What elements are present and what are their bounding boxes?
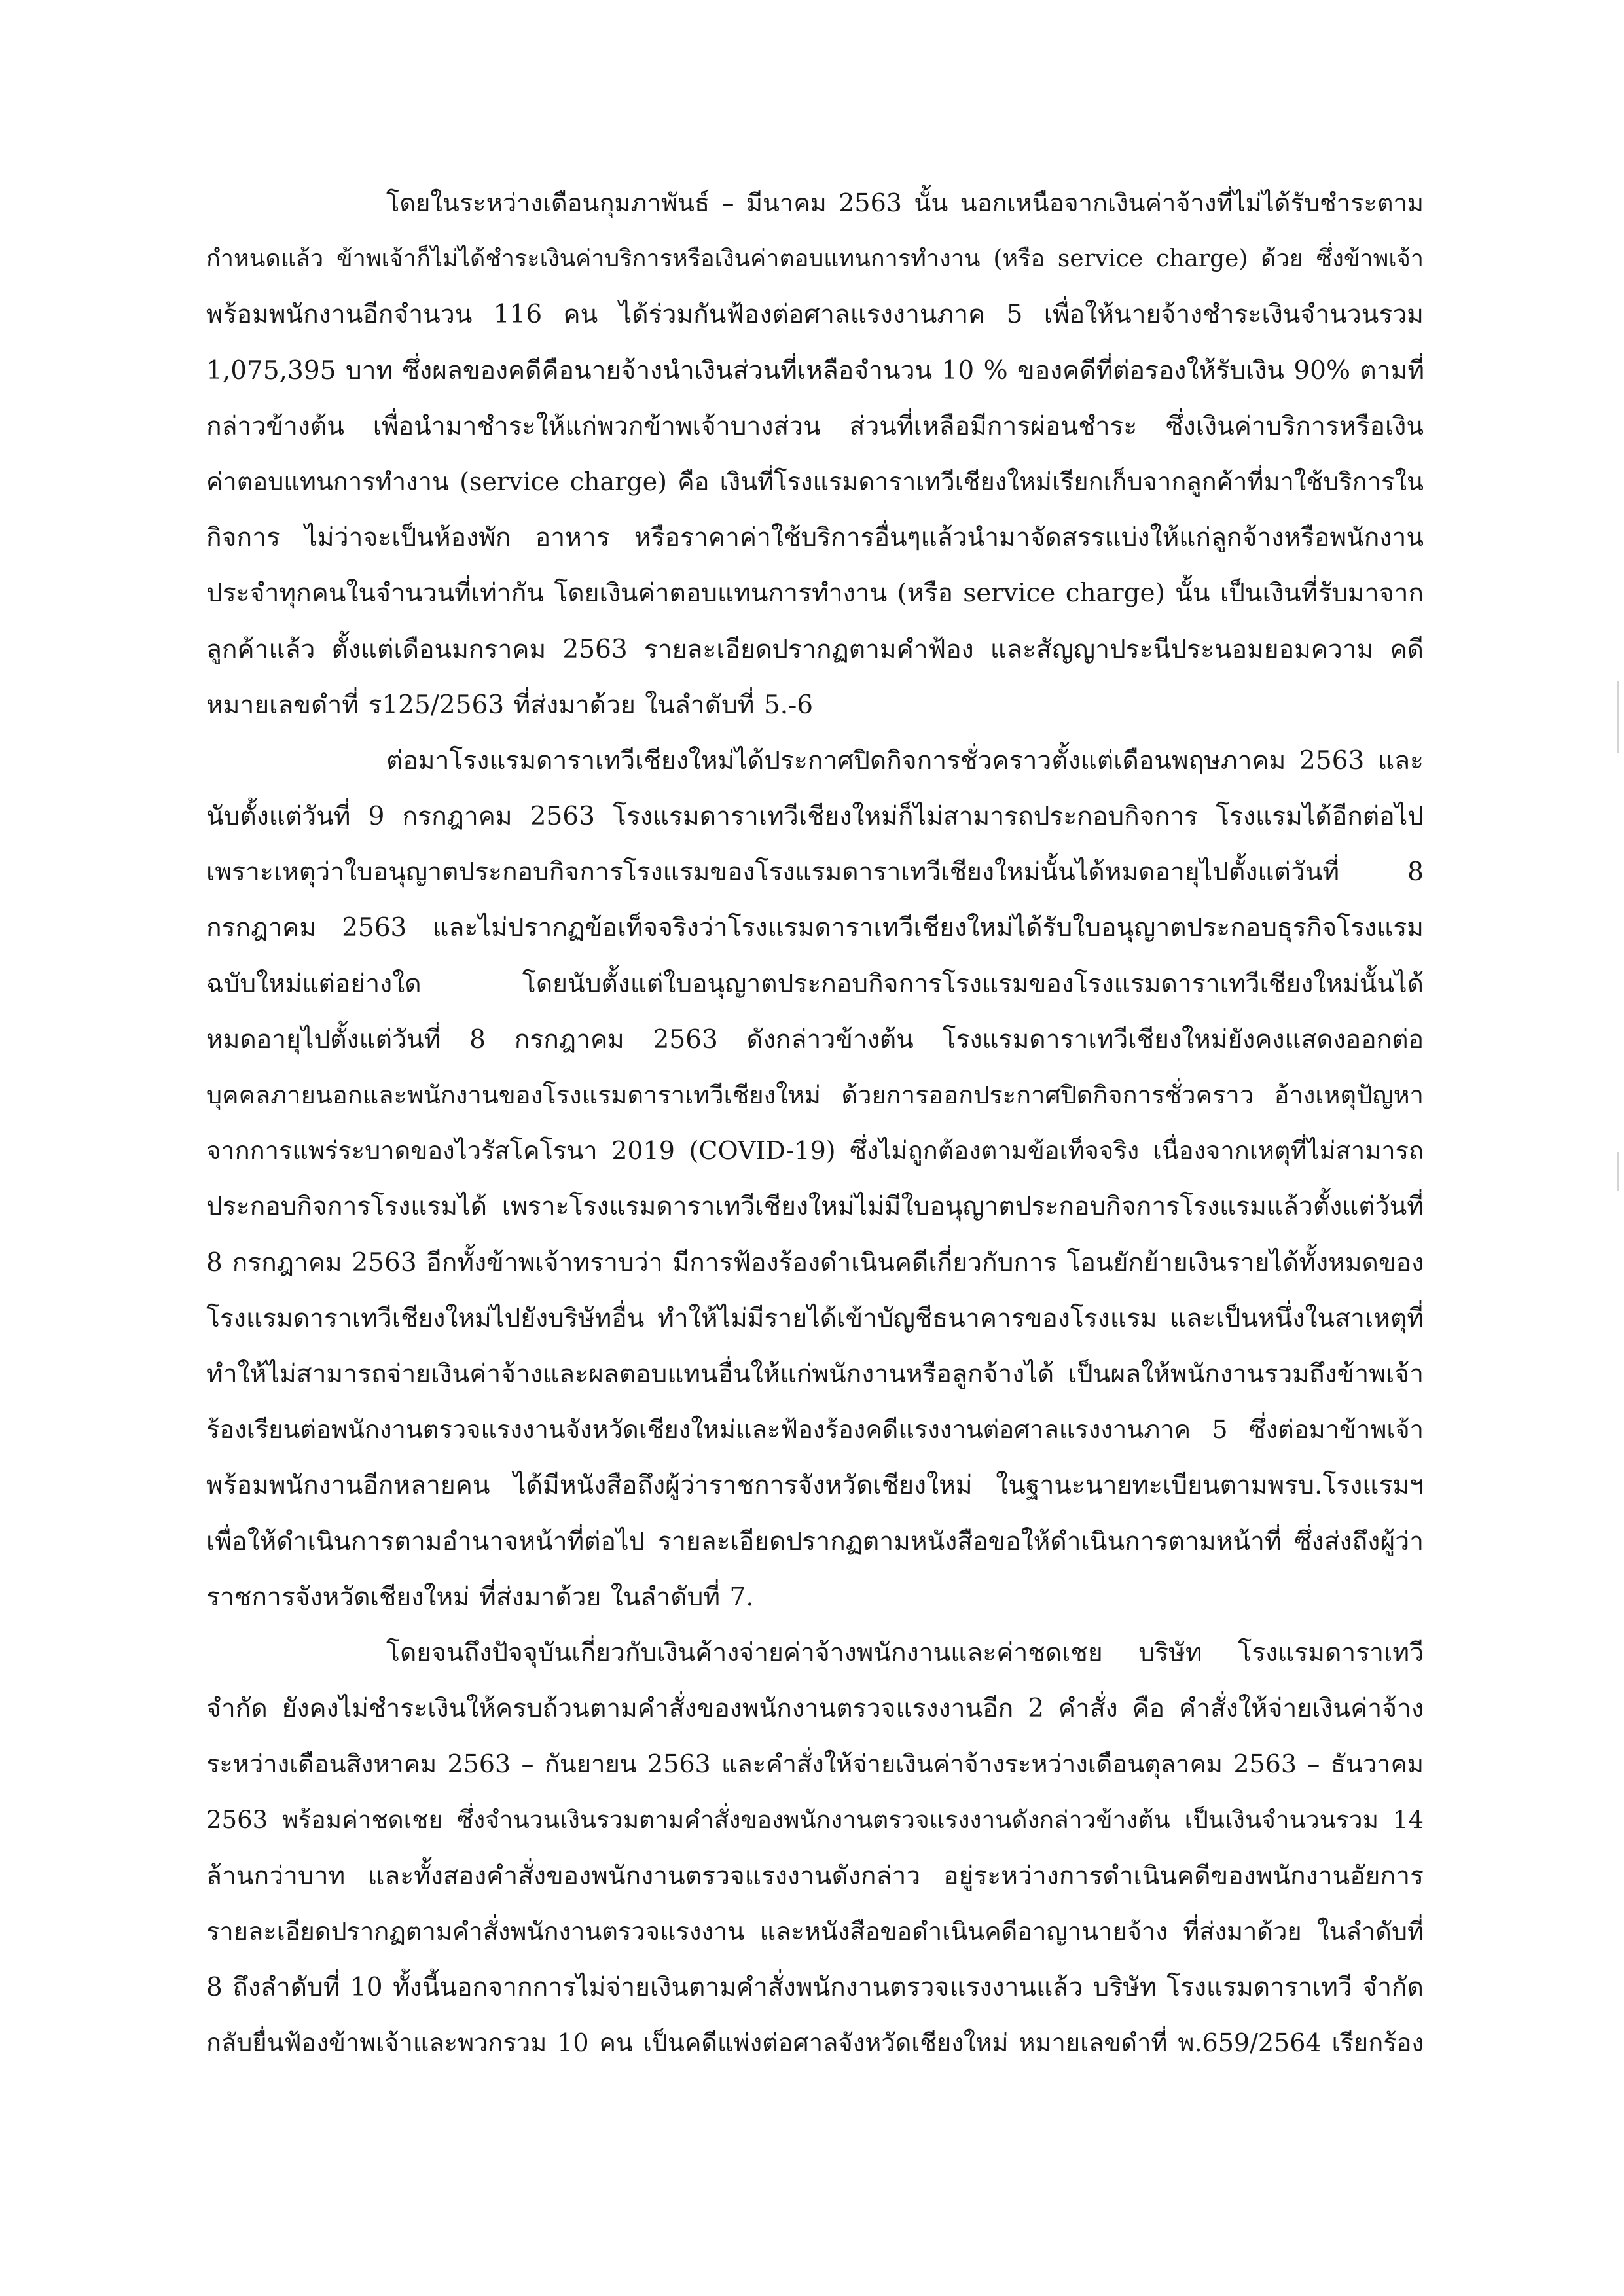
text-line: 1,075,395 บาท ซึ่งผลของคดีคือนายจ้างนำเงินส่วนที่เหลือจำนวน 10 % ของคดีที่ต่อรองให้รับเงิน 90% ตามที่ — [206, 355, 1425, 386]
text-line: ลูกค้าแล้ว ตั้งแต่เดือนมกราคม 2563 รายละเอียดปรากฏตามคำฟ้อง และสัญญาประนีประนอมยอมความ คดี — [206, 634, 1424, 664]
text-line: นับตั้งแต่วันที่ 9 กรกฎาคม 2563 โรงแรมดาราเทวีเชียงใหม่ก็ไม่สามารถประกอบกิจการ โรงแรมได้อีกต่อไป — [206, 802, 1424, 832]
text-line: 8 ถึงลำดับที่ 10 ทั้งนี้นอกจากการไม่จ่ายเงินตามคำสั่งพนักงานตรวจแรงงานแล้ว บริษัท โรงแรมดาราเทวี จำกัด — [206, 1973, 1424, 2002]
scan-edge-mark — [1617, 681, 1619, 753]
text-line: โรงแรมดาราเทวีเชียงใหม่ไปยังบริษัทอื่น ทำให้ไม่มีรายได้เข้าบัญชีธนาคารของโรงแรม และเป็นหนึ่งในสาเหตุที่ — [206, 1303, 1424, 1333]
text-line: โดยในระหว่างเดือนกุมภาพันธ์ – มีนาคม 2563 นั้น นอกเหนือจากเงินค่าจ้างที่ไม่ได้รับชำระตาม — [386, 188, 1424, 217]
text-line: 8 กรกฎาคม 2563 อีกทั้งข้าพเจ้าทราบว่า มีการฟ้องร้องดำเนินคดีเกี่ยวกับการ โอนยักย้ายเงินรายได้ทั้งหมดของ — [206, 1247, 1424, 1278]
text-line: ต่อมาโรงแรมดาราเทวีเชียงใหม่ได้ประกาศปิดกิจการชั่วคราวตั้งแต่เดือนพฤษภาคม 2563 และ — [386, 745, 1424, 776]
text-line: ราชการจังหวัดเชียงใหม่ ที่ส่งมาด้วย ในลำดับที่ 7. — [206, 1582, 754, 1612]
paragraph-1 — [206, 175, 1424, 733]
text-line: กลับยื่นฟ้องข้าพเจ้าและพวกรวม 10 คน เป็นคดีแพ่งต่อศาลจังหวัดเชียงใหม่ หมายเลขดำที่ พ.659/2564 เรียกร้อง — [206, 2028, 1424, 2058]
text-line: กรกฎาคม 2563 และไม่ปรากฏข้อเท็จจริงว่าโรงแรมดาราเทวีเชียงใหม่ได้รับใบอนุญาตประกอบธุรกิจโรงแรม — [206, 913, 1424, 943]
text-line: กิจการ ไม่ว่าจะเป็นห้องพัก อาหาร หรือราคาค่าใช้บริการอื่นๆแล้วนำมาจัดสรรแบ่งให้แก่ลูกจ้างหรือพนักงาน — [206, 523, 1424, 553]
text-line: ร้องเรียนต่อพนักงานตรวจแรงงานจังหวัดเชียงใหม่และฟ้องร้องคดีแรงงานต่อศาลแรงงานภาค 5 ซึ่งต่อมาข้าพเจ้า — [206, 1415, 1424, 1444]
text-line: ประจำทุกคนในจำนวนที่เท่ากัน โดยเงินค่าตอบแทนการทำงาน (หรือ service charge) นั้น เป็นเงินที่รับมาจาก — [206, 579, 1424, 609]
text-line: 2563 พร้อมค่าชดเชย ซึ่งจำนวนเงินรวมตามคำสั่งของพนักงานตรวจแรงงานดังกล่าวข้างต้น เป็นเงินจำนวนรวม 14 — [206, 1806, 1424, 1835]
text-line: ทำให้ไม่สามารถจ่ายเงินค่าจ้างและผลตอบแทนอื่นให้แก่พนักงานหรือลูกจ้างได้ เป็นผลให้พนักงานรวมถึงข้าพเจ้า — [206, 1359, 1424, 1389]
text-line: กำหนดแล้ว ข้าพเจ้าก็ไม่ได้ชำระเงินค่าบริการหรือเงินค่าตอบแทนการทำงาน (หรือ service charge) ด้วย ซึ่งข้าพเจ้า — [206, 245, 1424, 273]
paragraph-3 — [206, 1625, 1424, 2072]
text-line: พร้อมพนักงานอีกหลายคน ได้มีหนังสือถึงผู้ว่าราชการจังหวัดเชียงใหม่ ในฐานะนายทะเบียนตามพรบ.โรงแรมฯ — [206, 1471, 1424, 1501]
text-line: จำกัด ยังคงไม่ชำระเงินให้ครบถ้วนตามคำสั่งของพนักงานตรวจแรงงานอีก 2 คำสั่ง คือ คำสั่งให้จ่ายเงินค่าจ้าง — [206, 1694, 1424, 1724]
text-line: รายละเอียดปรากฏตามคำสั่งพนักงานตรวจแรงงาน และหนังสือขอดำเนินคดีอาญานายจ้าง ที่ส่งมาด้วย ในลำดับที่ — [206, 1916, 1424, 1946]
text-line: ประกอบกิจการโรงแรมได้ เพราะโรงแรมดาราเทวีเชียงใหม่ไม่มีใบอนุญาตประกอบกิจการโรงแรมแล้วตั้งแต่วันที่ — [206, 1192, 1424, 1222]
text-line: โดยจนถึงปัจจุบันเกี่ยวกับเงินค้างจ่ายค่าจ้างพนักงานและค่าชดเชย บริษัท โรงแรมดาราเทวี — [386, 1638, 1424, 1668]
text-line: พร้อมพนักงานอีกจำนวน 116 คน ได้ร่วมกันฟ้องต่อศาลแรงงานภาค 5 เพื่อให้นายจ้างชำระเงินจำนวนรวม — [206, 300, 1424, 330]
text-line: หมดอายุไปตั้งแต่วันที่ 8 กรกฎาคม 2563 ดังกล่าวข้างต้น โรงแรมดาราเทวีเชียงใหม่ยังคงแสดงออกต่อ — [206, 1024, 1424, 1054]
text-line: เพื่อให้ดำเนินการตามอำนาจหน้าที่ต่อไป รายละเอียดปรากฏตามหนังสือขอให้ดำเนินการตามหน้าที่ ซึ่งส่งถึงผู้ว่า — [206, 1526, 1424, 1556]
text-line: บุคคลภายนอกและพนักงานของโรงแรมดาราเทวีเชียงใหม่ ด้วยการออกประกาศปิดกิจการชั่วคราว อ้างเหตุปัญหา — [206, 1081, 1424, 1109]
text-line: ฉบับใหม่แต่อย่างใด โดยนับตั้งแต่ใบอนุญาตประกอบกิจการโรงแรมของโรงแรมดาราเทวีเชียงใหม่นั้นได้ — [206, 969, 1424, 999]
text-line: กล่าวข้างต้น เพื่อนำมาชำระให้แก่พวกข้าพเจ้าบางส่วน ส่วนที่เหลือมีการผ่อนชำระ ซึ่งเงินค่าบริการหรือเงิน — [206, 411, 1424, 441]
text-line: ระหว่างเดือนสิงหาคม 2563 – กันยายน 2563 และคำสั่งให้จ่ายเงินค่าจ้างระหว่างเดือนตุลาคม 2563 – ธันวาคม — [206, 1749, 1424, 1779]
text-line: หมายเลขดำที่ ร125/2563 ที่ส่งมาด้วย ในลำดับที่ 5.-6 — [206, 690, 814, 720]
scan-edge-mark — [1617, 1152, 1619, 1191]
text-line: จากการแพร่ระบาดของไวรัสโคโรนา 2019 (COVID-19) ซึ่งไม่ถูกต้องตามข้อเท็จจริง เนื่องจากเหตุที่ไม่สามารถ — [206, 1136, 1424, 1166]
text-line: ค่าตอบแทนการทำงาน (service charge) คือ เงินที่โรงแรมดาราเทวีเชียงใหม่เรียกเก็บจากลูกค้าที่มาใช้บริการใน — [206, 467, 1424, 496]
document-body — [206, 175, 1424, 2071]
text-line: เพราะเหตุว่าใบอนุญาตประกอบกิจการโรงแรมของโรงแรมดาราเทวีเชียงใหม่นั้นได้หมดอายุไปตั้งแต่วันที่ 8 — [206, 857, 1424, 888]
text-line: ล้านกว่าบาท และทั้งสองคำสั่งของพนักงานตรวจแรงงานดังกล่าว อยู่ระหว่างการดำเนินคดีของพนักงานอัยการ — [206, 1861, 1424, 1891]
paragraph-2 — [206, 733, 1424, 1625]
